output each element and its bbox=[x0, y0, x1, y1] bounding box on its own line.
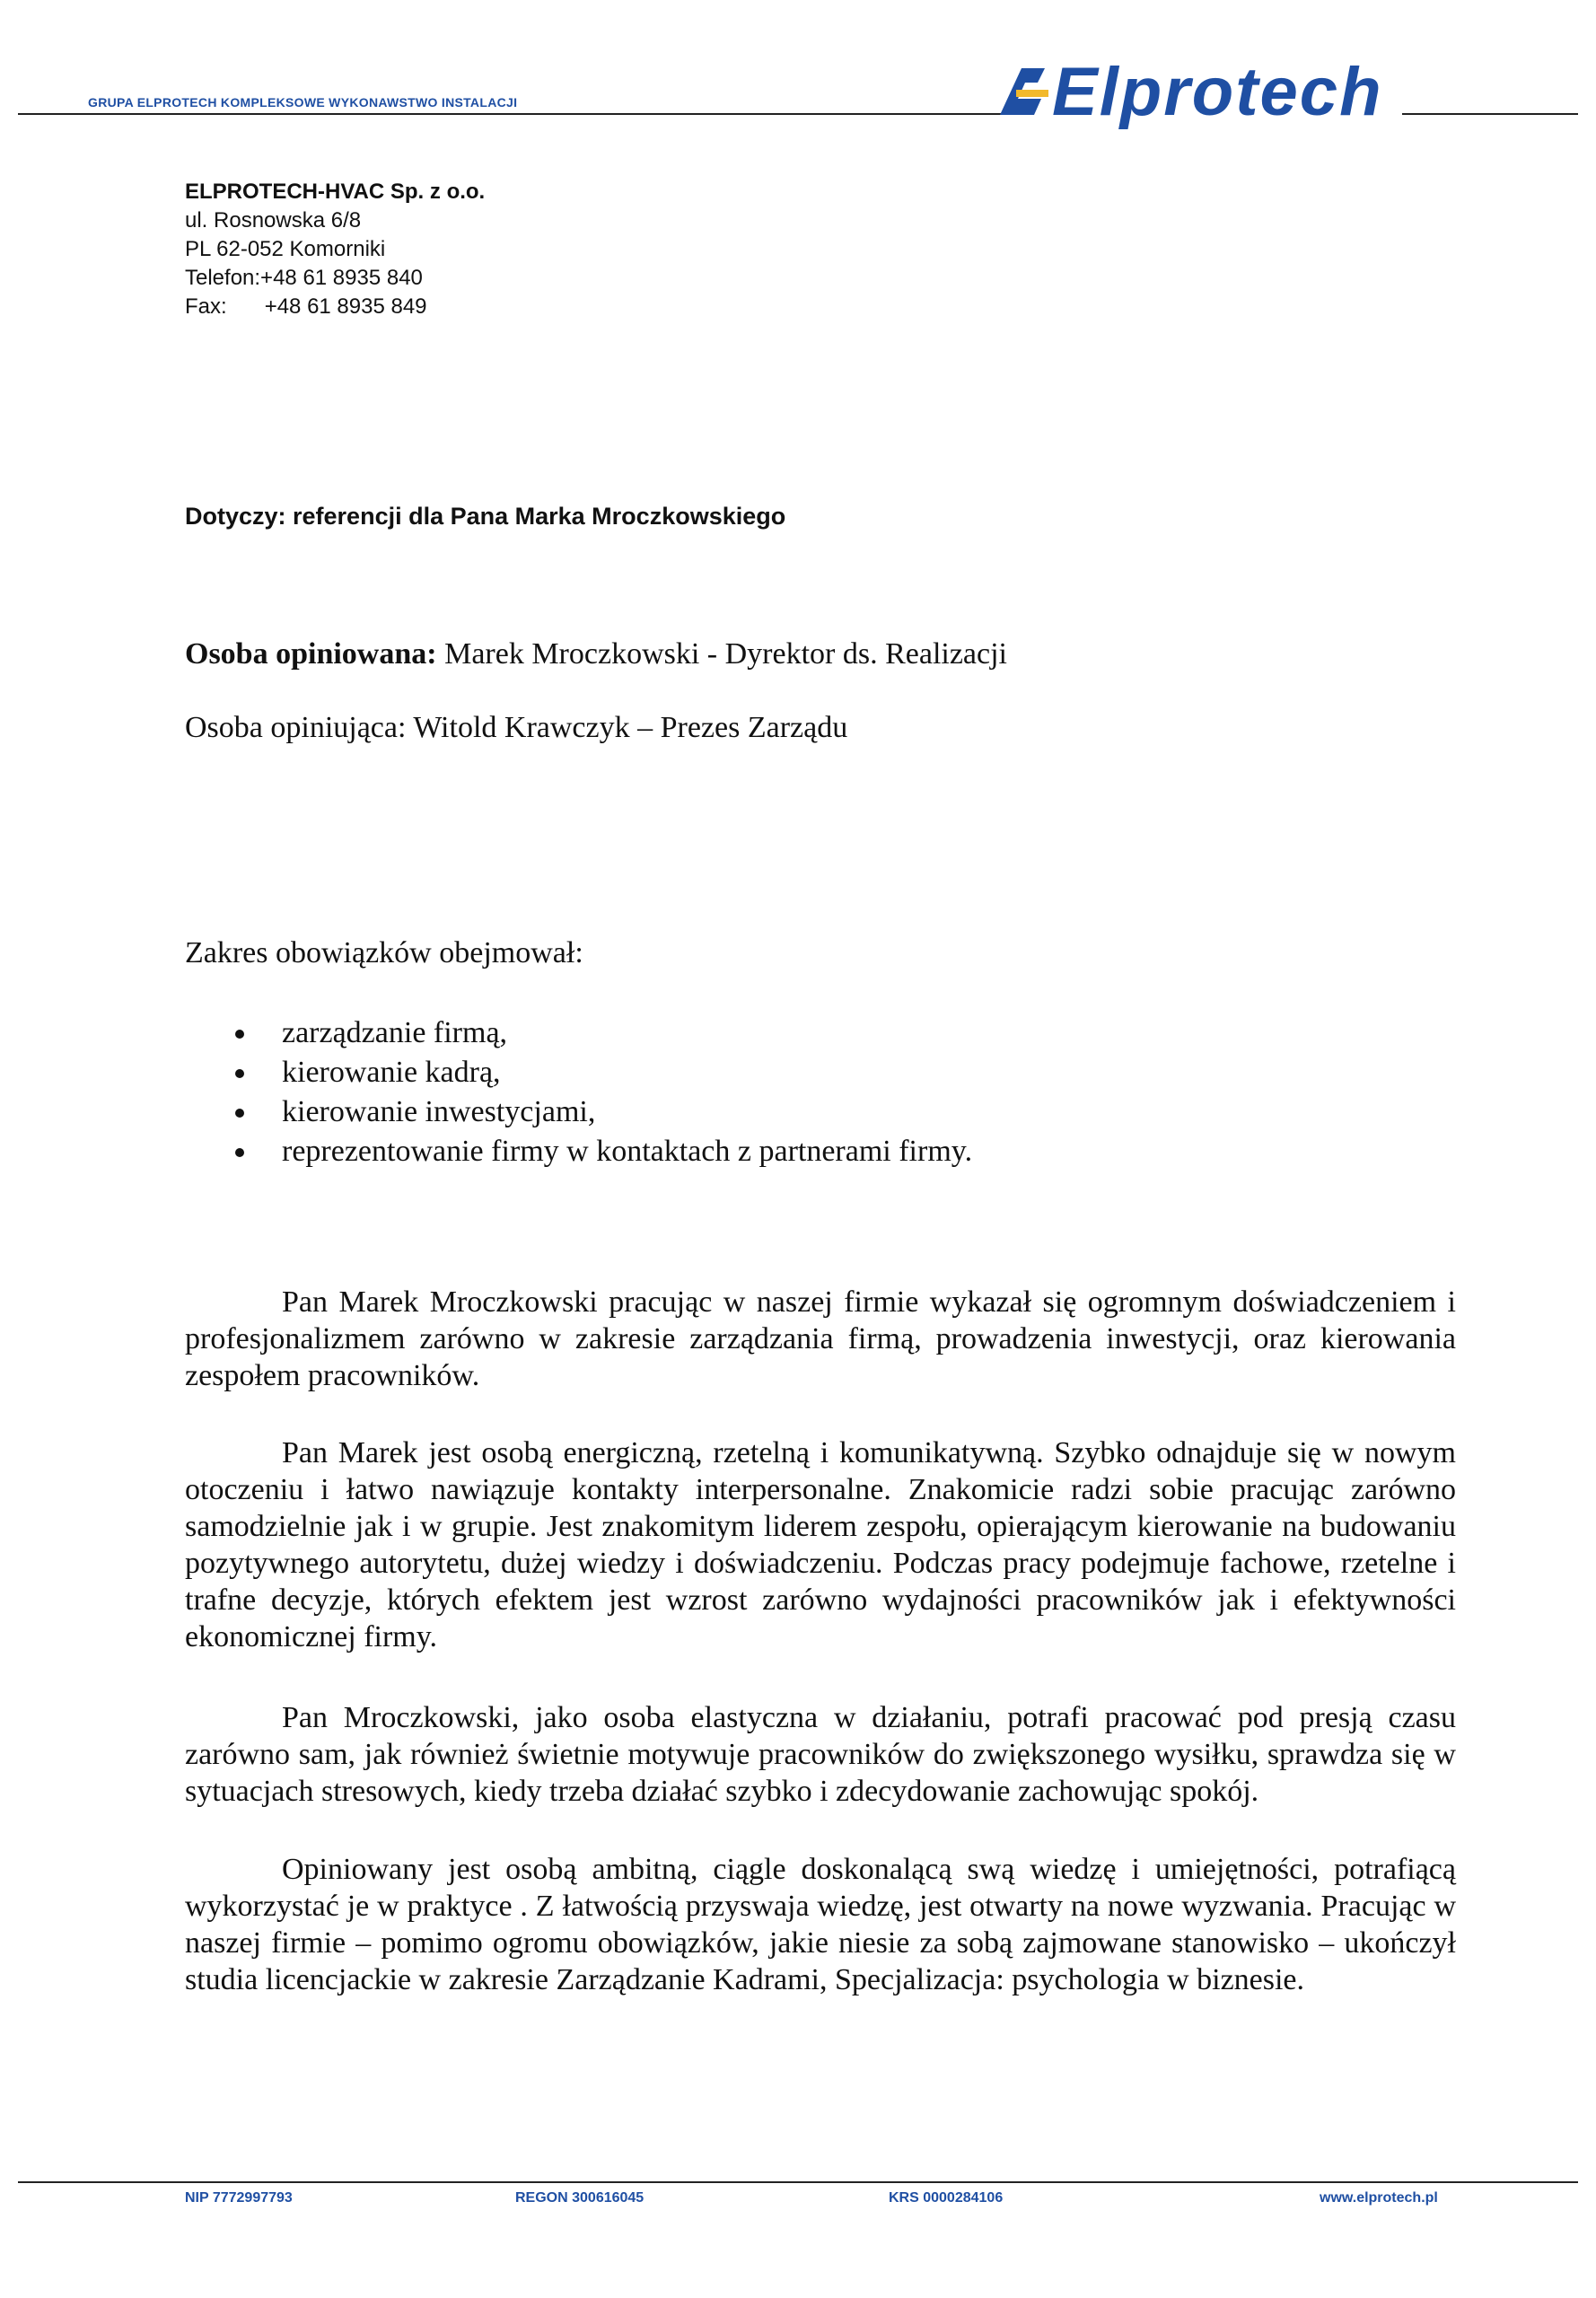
list-item: zarządzanie firmą, bbox=[185, 1013, 972, 1053]
footer-regon: REGON 300616045 bbox=[515, 2190, 645, 2206]
reviewer-person-label: Osoba opiniująca: bbox=[185, 711, 407, 744]
fax-number: +48 61 8935 849 bbox=[264, 294, 427, 319]
footer-divider bbox=[18, 2181, 1578, 2183]
address-street: ul. Rosnowska 6/8 bbox=[185, 208, 362, 232]
reviewer-person-value: Witold Krawczyk – Prezes Zarządu bbox=[413, 711, 848, 744]
address-city: PL 62-052 Komorniki bbox=[185, 237, 386, 261]
reviewer-person-line bbox=[185, 711, 847, 745]
reviewed-person-label: Osoba opiniowana: bbox=[185, 637, 437, 671]
duties-list bbox=[185, 1013, 972, 1171]
fax-label: Fax: bbox=[185, 294, 227, 319]
reviewed-person-line bbox=[185, 637, 1007, 671]
logo-mark-icon bbox=[1000, 68, 1048, 115]
footer-nip: NIP 7772997793 bbox=[185, 2190, 293, 2206]
list-item: kierowanie inwestycjami, bbox=[185, 1092, 972, 1132]
elprotech-logo bbox=[998, 52, 1411, 131]
body-paragraph-4: Opiniowany jest osobą ambitną, ciągle doskonalącą swą wiedzę i umiejętności, potrafiącą wykorzystać je w praktyce . Z łatwością przyswaja wiedzę, jest otwarty na nowe wyzwania. Pracując w naszej firmie – pomimo ogromu obowiązków, jakie niesie za sobą zajmowane stanowisko – ukończył studia licencjackie w zakresie Zarządzanie Kadrami, Specjalizacja: psychologia w biznesie. bbox=[185, 1853, 1456, 1996]
company-name: ELPROTECH-HVAC Sp. z o.o. bbox=[185, 180, 486, 204]
letter-subject: Dotyczy: referencji dla Pana Marka Mroczkowskiego bbox=[185, 503, 786, 530]
duties-intro: Zakres obowiązków obejmował: bbox=[185, 936, 583, 969]
address-phone: Telefon:+48 61 8935 840 bbox=[185, 266, 423, 290]
footer-krs: KRS 0000284106 bbox=[889, 2190, 1004, 2206]
sender-address bbox=[185, 178, 485, 321]
logo-wordmark: Elprotech bbox=[1052, 54, 1383, 130]
body-paragraph-2: Pan Marek jest osobą energiczną, rzetelną i komunikatywną. Szybko odnajduje się w nowym otoczeniu i łatwo nawiązuje kontakty interpersonalne. Znakomicie radzi sobie pracując zarówno samodzielnie jak i w grupie. Jest znakomitym liderem zespołu, opierającym kierowanie na budowaniu pozytywnego autorytetu, dużej wiedzy i doświadczeniu. Podczas pracy podejmuje fachowe, rzetelne i trafne decyzje, których efektem jest wzrost zarówno wydajności pracowników jak i efektywności ekonomicznej firmy. bbox=[185, 1436, 1456, 1653]
header-tagline: GRUPA ELPROTECH KOMPLEKSOWE WYKONAWSTWO INSTALACJI bbox=[88, 95, 518, 110]
body-paragraph-1: Pan Marek Mroczkowski pracując w naszej firmie wykazał się ogromnym doświadczeniem i profesjonalizmem zarówno w zakresie zarządzania firmą, prowadzenia inwestycji, oraz kierowania zespołem pracowników. bbox=[185, 1285, 1456, 1392]
header-divider-right bbox=[1402, 113, 1578, 115]
body-paragraph-3: Pan Mroczkowski, jako osoba elastyczna w działaniu, potrafi pracować pod presją czasu zarówno sam, jak również świetnie motywuje pracowników do zwiększonego wysiłku, sprawdza się w sytuacjach stresowych, kiedy trzeba działać szybko i zdecydowanie zachowując spokój. bbox=[185, 1701, 1456, 1808]
reviewed-person-value: Marek Mroczkowski - Dyrektor ds. Realizacji bbox=[444, 637, 1008, 671]
header-divider-left bbox=[18, 113, 1005, 115]
footer-website: www.elprotech.pl bbox=[1320, 2190, 1438, 2206]
list-item: kierowanie kadrą, bbox=[185, 1053, 972, 1092]
address-fax-row bbox=[185, 293, 485, 321]
list-item: reprezentowanie firmy w kontaktach z partnerami firmy. bbox=[185, 1132, 972, 1171]
